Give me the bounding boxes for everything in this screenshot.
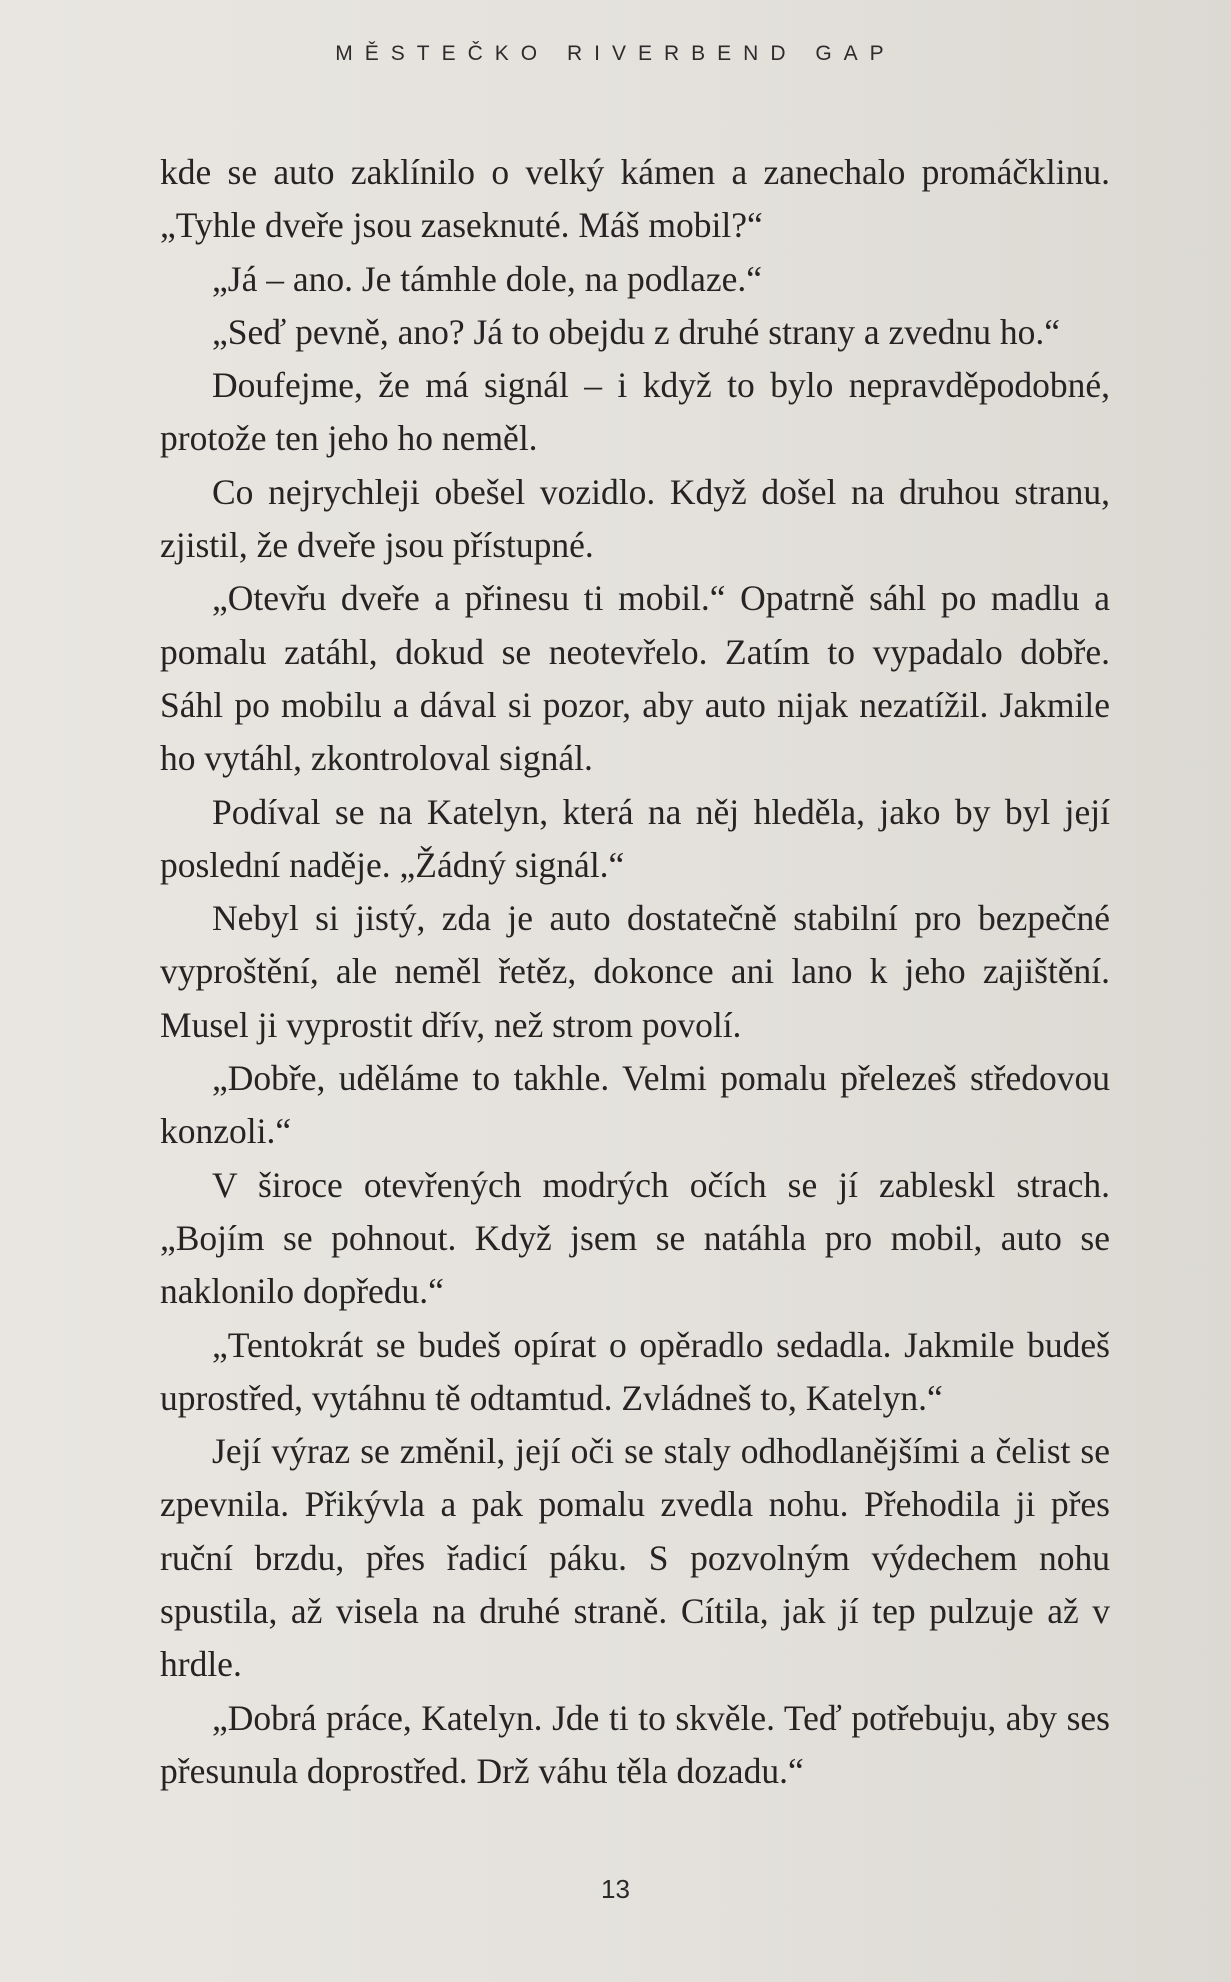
paragraph: „Otevřu dveře a přinesu ti mobil.“ Opatrně sáhl po madlu a pomalu zatáhl, dokud se neotevřelo. Zatím to vypadalo dobře. Sáhl po mobilu a dával si pozor, aby auto nijak nezatížil. Jakmile ho vytáhl, zkontroloval signál. [160, 578, 1110, 779]
paragraph: „Dobře, uděláme to takhle. Velmi pomalu přelezeš středovou konzoli.“ [160, 1058, 1110, 1152]
paragraph: Její výraz se změnil, její oči se staly odhodlanějšími a čelist se zpevnila. Přikývla a pak pomalu zvedla nohu. Přehodila ji přes ruční brzdu, přes řadicí páku. S pozvolným výdechem nohu spustila, až visela na druhé straně. Cítila, jak jí tep pulzuje až v hrdle. [160, 1431, 1110, 1685]
paragraph: V široce otevřených modrých očích se jí zableskl strach. „Bojím se pohnout. Když jsem se natáhla pro mobil, auto se naklonilo dopředu.“ [160, 1164, 1110, 1312]
page-number: 13 [601, 1874, 630, 1904]
paragraph: Doufejme, že má signál – i když to bylo nepravděpodobné, protože ten jeho ho neměl. [160, 365, 1110, 459]
paragraph: Co nejrychleji obešel vozidlo. Když došel na druhou stranu, zjistil, že dveře jsou přístupné. [160, 471, 1110, 566]
paragraph: kde se auto zaklínilo o velký kámen a zanechalo promáčklinu. „Tyhle dveře jsou zaseknuté. Máš mobil?“ [160, 152, 1110, 246]
running-head: MĚSTEČKO RIVERBEND GAP [335, 42, 896, 65]
paragraph: Nebyl si jistý, zda je auto dostatečně stabilní pro bezpečné vyproštění, ale neměl řetěz, dokonce ani lano k jeho zajištění. Musel ji vyprostit dřív, než strom povolí. [160, 898, 1110, 1045]
paragraph: Podíval se na Katelyn, která na něj hleděla, jako by byl její poslední naděje. „Žádný signál.“ [160, 791, 1110, 885]
paragraph: „Já – ano. Je támhle dole, na podlaze.“ [212, 258, 763, 299]
paragraph: „Dobrá práce, Katelyn. Jde ti to skvěle. Teď potřebuju, aby ses přesunula doprostřed. Drž váhu těla dozadu.“ [160, 1697, 1110, 1791]
body-text [160, 146, 1110, 1798]
paragraph: „Seď pevně, ano? Já to obejdu z druhé strany a zvednu ho.“ [212, 311, 1061, 352]
paragraph: „Tentokrát se budeš opírat o opěradlo sedadla. Jakmile budeš uprostřed, vytáhnu tě odtamtud. Zvládneš to, Katelyn.“ [160, 1324, 1110, 1418]
